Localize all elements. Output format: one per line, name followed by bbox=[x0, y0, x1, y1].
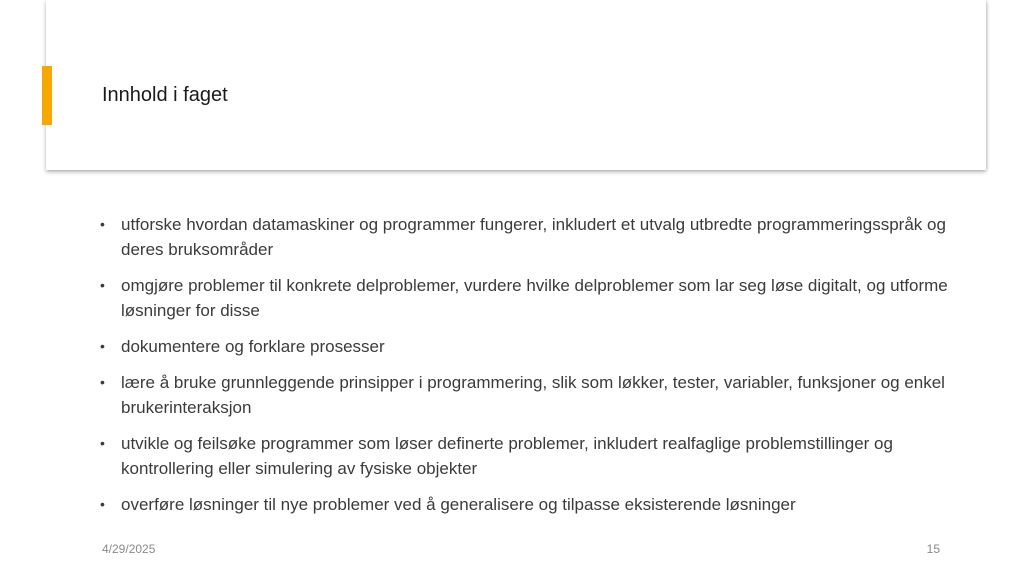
bullet-text: omgjøre problemer til konkrete delproblemer, vurdere hvilke delproblemer som lar seg løse digitalt, og utforme løsninger for disse bbox=[121, 276, 948, 320]
bullet-item bbox=[100, 334, 960, 359]
bullet-list bbox=[100, 212, 960, 528]
slide-title: Innhold i faget bbox=[102, 84, 228, 106]
page-number: 15 bbox=[926, 542, 940, 556]
bullet-item bbox=[100, 431, 960, 481]
bullet-marker: • bbox=[100, 435, 105, 451]
bullet-text: dokumentere og forklare prosesser bbox=[121, 337, 385, 356]
bullet-marker: • bbox=[100, 216, 105, 232]
bullet-text: lære å bruke grunnleggende prinsipper i programmering, slik som løkker, tester, variabler, funksjoner og enkel brukerinteraksjon bbox=[121, 373, 945, 417]
bullet-text: utforske hvordan datamaskiner og programmer fungerer, inkludert et utvalg utbredte programmeringsspråk og deres bruksområder bbox=[121, 215, 946, 259]
bullet-marker: • bbox=[100, 338, 105, 354]
bullet-marker: • bbox=[100, 374, 105, 390]
bullet-marker: • bbox=[100, 496, 105, 512]
bullet-item bbox=[100, 212, 960, 262]
bullet-marker: • bbox=[100, 277, 105, 293]
bullet-text: overføre løsninger til nye problemer ved å generalisere og tilpasse eksisterende løsninger bbox=[121, 495, 796, 514]
bullet-item bbox=[100, 492, 960, 517]
bullet-item bbox=[100, 370, 960, 420]
bullet-text: utvikle og feilsøke programmer som løser definerte problemer, inkludert realfaglige problemstillinger og kontrollering eller simulering av fysiske objekter bbox=[121, 434, 893, 478]
accent-bar bbox=[42, 66, 52, 125]
bullet-item bbox=[100, 273, 960, 323]
footer-date: 4/29/2025 bbox=[102, 542, 156, 556]
